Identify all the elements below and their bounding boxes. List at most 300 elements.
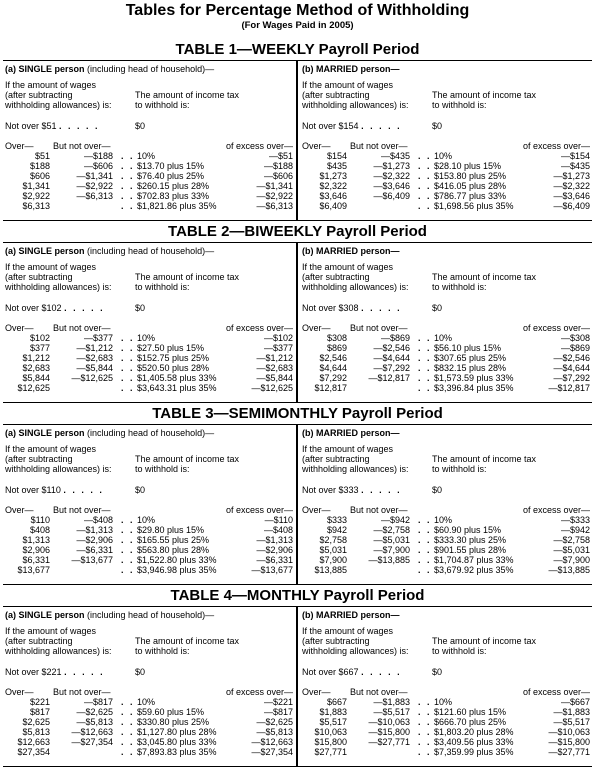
tax-cell: $333.30 plus 25%	[434, 535, 507, 545]
over-column-header: Over—	[5, 141, 34, 151]
tax-cell: $1,704.87 plus 33%	[434, 555, 514, 565]
over-cell: $1,273	[319, 171, 347, 181]
but-not-over-cell: —$2,683	[76, 353, 113, 363]
over-cell: $6,313	[22, 201, 50, 211]
not-over-label: Not over $110	[5, 485, 61, 495]
over-cell: $12,625	[17, 383, 50, 393]
but-not-over-cell: —$5,031	[373, 535, 410, 545]
table-row	[3, 333, 295, 343]
tax-cell: $666.70 plus 25%	[434, 717, 507, 727]
tax-header-line: to withhold is:	[432, 646, 487, 656]
not-over-row	[302, 121, 402, 131]
but-not-over-cell: —$3,646	[373, 181, 410, 191]
wages-header-line: (after subtracting	[302, 272, 370, 282]
leader-dots: . .	[121, 171, 135, 181]
pane-heading-bold: MARRIED person—	[316, 428, 400, 438]
leader-dots: . . . . .	[361, 303, 402, 313]
column-divider	[296, 61, 298, 220]
not-over-label: Not over $221	[5, 667, 62, 677]
wages-header-line: (after subtracting	[5, 636, 73, 646]
table-row	[300, 747, 592, 757]
tax-cell: $1,821.86 plus 35%	[137, 201, 217, 211]
but-not-over-cell: —$1,883	[373, 697, 410, 707]
over-cell: $5,031	[319, 545, 347, 555]
over-cell: $188	[29, 161, 50, 171]
table-title: TABLE 2—BIWEEKLY Payroll Period	[168, 223, 427, 240]
pane-letter: (b)	[302, 246, 316, 256]
pane-heading-rest: (including head of household)—	[84, 246, 215, 256]
but-not-over-cell: —$12,817	[368, 373, 410, 383]
table-row	[300, 555, 592, 565]
over-cell: $869	[326, 343, 347, 353]
over-cell: $15,800	[314, 737, 347, 747]
pane-heading	[5, 610, 214, 620]
not-over-label: Not over $102	[5, 303, 62, 313]
excess-over-cell: —$10,063	[548, 727, 590, 737]
leader-dots: . .	[418, 383, 432, 393]
pane-heading-rest: (including head of household)—	[84, 428, 215, 438]
wages-header-line: (after subtracting	[5, 454, 73, 464]
table-section	[0, 405, 595, 585]
but-not-over-cell: —$1,341	[76, 171, 113, 181]
over-cell: $606	[29, 171, 50, 181]
tax-header	[432, 272, 587, 292]
leader-dots: . .	[121, 747, 135, 757]
tax-cell: 10%	[434, 333, 453, 343]
table-row	[300, 727, 592, 737]
tax-cell: 10%	[434, 151, 453, 161]
pane-heading	[5, 428, 214, 438]
not-over-label: Not over $51	[5, 121, 57, 131]
not-over-value: $0	[135, 667, 146, 677]
over-cell: $102	[29, 333, 50, 343]
table-row	[3, 535, 295, 545]
pane-heading-bold: SINGLE person	[18, 610, 85, 620]
over-cell: $27,354	[17, 747, 50, 757]
wages-header-line: (after subtracting	[5, 272, 73, 282]
tax-cell: $3,679.92 plus 35%	[434, 565, 514, 575]
married-person-pane	[300, 425, 592, 584]
wages-header-line: withholding allowances) is:	[302, 646, 409, 656]
excess-over-cell: —$2,683	[256, 363, 293, 373]
over-cell: $435	[326, 161, 347, 171]
column-divider	[296, 607, 298, 766]
leader-dots: . .	[121, 181, 135, 191]
but-not-over-cell: —$377	[83, 333, 113, 343]
leader-dots: . .	[121, 555, 135, 565]
table-row	[3, 171, 295, 181]
tax-cell: $60.90 plus 15%	[434, 525, 502, 535]
tax-header-line: to withhold is:	[135, 282, 190, 292]
leader-dots: . .	[418, 535, 432, 545]
over-cell: $333	[326, 515, 347, 525]
table-row	[300, 333, 592, 343]
leader-dots: . .	[121, 191, 135, 201]
pane-heading-rest: (including head of household)—	[84, 64, 215, 74]
but-not-over-cell: —$7,292	[373, 363, 410, 373]
table-row	[3, 565, 295, 575]
over-cell: $12,663	[17, 737, 50, 747]
tax-cell: $29.80 plus 15%	[137, 525, 205, 535]
leader-dots: . .	[418, 555, 432, 565]
over-cell: $377	[29, 343, 50, 353]
married-person-pane	[300, 243, 592, 402]
wages-header-line: If the amount of wages	[302, 262, 394, 272]
but-not-over-cell: —$2,625	[76, 707, 113, 717]
tax-cell: $786.77 plus 33%	[434, 191, 507, 201]
tax-header-line: to withhold is:	[432, 100, 487, 110]
tax-cell: 10%	[137, 333, 156, 343]
pane-heading	[302, 428, 400, 438]
over-cell: $2,625	[22, 717, 50, 727]
excess-over-cell: —$606	[263, 171, 293, 181]
over-cell: $221	[29, 697, 50, 707]
leader-dots: . .	[121, 353, 135, 363]
pane-heading	[302, 610, 400, 620]
over-cell: $817	[29, 707, 50, 717]
but-not-over-cell: —$188	[83, 151, 113, 161]
wages-header-line: If the amount of wages	[302, 80, 394, 90]
pane-heading-rest: (including head of household)—	[84, 610, 215, 620]
not-over-label: Not over $154	[302, 121, 359, 131]
but-not-over-cell: —$7,900	[373, 545, 410, 555]
but-not-over-cell: —$869	[380, 333, 410, 343]
not-over-row	[302, 667, 402, 677]
table-row	[300, 565, 592, 575]
tax-header-line: to withhold is:	[135, 100, 190, 110]
pane-letter: (b)	[302, 428, 316, 438]
tax-header-line: The amount of income tax	[135, 90, 240, 100]
table-row	[3, 373, 295, 383]
over-cell: $1,313	[22, 535, 50, 545]
not-over-row	[5, 667, 105, 677]
table-row	[300, 737, 592, 747]
over-cell: $51	[34, 151, 50, 161]
leader-dots: . .	[121, 737, 135, 747]
leader-dots: . . . . .	[64, 303, 105, 313]
leader-dots: . .	[121, 363, 135, 373]
over-cell: $12,817	[314, 383, 347, 393]
tax-header	[135, 636, 290, 656]
table-row	[3, 353, 295, 363]
table-row	[300, 191, 592, 201]
excess-over-cell: —$1,883	[553, 707, 590, 717]
wages-header-line: (after subtracting	[302, 636, 370, 646]
but-not-over-cell: —$4,644	[373, 353, 410, 363]
tax-cell: $832.15 plus 28%	[434, 363, 507, 373]
excess-over-cell: —$221	[263, 697, 293, 707]
excess-over-cell: —$377	[263, 343, 293, 353]
leader-dots: . .	[418, 191, 432, 201]
leader-dots: . .	[418, 565, 432, 575]
excess-over-cell: —$4,644	[553, 363, 590, 373]
table-title: TABLE 4—MONTHLY Payroll Period	[170, 587, 425, 604]
over-column-header: Over—	[5, 505, 34, 515]
single-person-pane	[3, 61, 295, 220]
excess-over-cell: —$2,546	[553, 353, 590, 363]
excess-over-cell: —$308	[560, 333, 590, 343]
over-cell: $6,331	[22, 555, 50, 565]
pane-heading	[302, 246, 400, 256]
over-cell: $13,885	[314, 565, 347, 575]
wages-header-line: withholding allowances) is:	[302, 100, 409, 110]
excess-over-cell: —$3,646	[553, 191, 590, 201]
table-row	[300, 545, 592, 555]
leader-dots: . . . . .	[361, 485, 402, 495]
leader-dots: . .	[418, 707, 432, 717]
but-not-over-cell: —$15,800	[368, 727, 410, 737]
tax-header-line: The amount of income tax	[432, 454, 537, 464]
tax-cell: $1,127.80 plus 28%	[137, 727, 217, 737]
tax-cell: $3,643.31 plus 35%	[137, 383, 217, 393]
over-cell: $1,341	[22, 181, 50, 191]
but-not-over-cell: —$12,625	[71, 373, 113, 383]
pane-heading-bold: MARRIED person—	[316, 64, 400, 74]
leader-dots: . .	[418, 525, 432, 535]
excess-over-cell: —$154	[560, 151, 590, 161]
leader-dots: . .	[418, 161, 432, 171]
pane-heading-bold: SINGLE person	[18, 64, 85, 74]
excess-over-cell: —$188	[263, 161, 293, 171]
married-person-pane	[300, 61, 592, 220]
excess-over-cell: —$6,331	[256, 555, 293, 565]
leader-dots: . .	[121, 201, 135, 211]
table-row	[300, 717, 592, 727]
over-cell: $2,758	[319, 535, 347, 545]
wages-header-line: (after subtracting	[302, 454, 370, 464]
pane-heading-bold: MARRIED person—	[316, 610, 400, 620]
table-section	[0, 587, 595, 767]
excess-over-cell: —$1,273	[553, 171, 590, 181]
but-not-over-cell: —$6,313	[76, 191, 113, 201]
over-cell: $13,677	[17, 565, 50, 575]
wages-header-line: If the amount of wages	[5, 444, 97, 454]
tax-header-line: The amount of income tax	[135, 272, 240, 282]
excess-column-header: of excess over—	[225, 323, 293, 333]
wages-header	[5, 262, 135, 292]
tax-cell: $260.15 plus 28%	[137, 181, 210, 191]
pane-letter: (b)	[302, 64, 316, 74]
table-row	[3, 525, 295, 535]
table-panes	[3, 60, 592, 221]
table-row	[3, 181, 295, 191]
but-not-over-cell: —$5,517	[373, 707, 410, 717]
table-row	[3, 555, 295, 565]
leader-dots: . .	[418, 353, 432, 363]
wages-header	[5, 444, 135, 474]
but-not-over-cell: —$13,885	[368, 555, 410, 565]
tax-cell: $13.70 plus 15%	[137, 161, 205, 171]
leader-dots: . .	[121, 535, 135, 545]
tax-cell: 10%	[434, 515, 453, 525]
excess-over-cell: —$5,517	[553, 717, 590, 727]
excess-column-header: of excess over—	[225, 141, 293, 151]
leader-dots: . .	[121, 545, 135, 555]
tax-header	[432, 454, 587, 474]
wages-header-line: withholding allowances) is:	[5, 464, 112, 474]
leader-dots: . .	[418, 373, 432, 383]
tax-header-line: to withhold is:	[135, 464, 190, 474]
table-row	[3, 201, 295, 211]
table-row	[300, 343, 592, 353]
over-cell: $10,063	[314, 727, 347, 737]
excess-over-cell: —$1,341	[256, 181, 293, 191]
leader-dots: . .	[418, 747, 432, 757]
tax-header-line: to withhold is:	[432, 464, 487, 474]
leader-dots: . .	[418, 171, 432, 181]
table-row	[300, 353, 592, 363]
not-over-row	[5, 485, 104, 495]
leader-dots: . .	[121, 161, 135, 171]
leader-dots: . .	[418, 343, 432, 353]
tax-cell: $7,359.99 plus 35%	[434, 747, 514, 757]
but-not-over-cell: —$2,546	[373, 343, 410, 353]
leader-dots: . .	[121, 525, 135, 535]
over-cell: $4,644	[319, 363, 347, 373]
leader-dots: . .	[121, 333, 135, 343]
wages-header	[302, 444, 432, 474]
tax-header-line: The amount of income tax	[432, 636, 537, 646]
but-not-over-cell: —$408	[83, 515, 113, 525]
over-column-header: Over—	[302, 141, 331, 151]
pane-letter: (a)	[5, 610, 19, 620]
excess-column-header: of excess over—	[522, 687, 590, 697]
table-row	[300, 151, 592, 161]
pane-letter: (b)	[302, 610, 316, 620]
over-cell: $667	[326, 697, 347, 707]
tax-cell: $56.10 plus 15%	[434, 343, 502, 353]
table-row	[300, 535, 592, 545]
but-not-over-cell: —$13,677	[71, 555, 113, 565]
not-over-value: $0	[432, 303, 443, 313]
tax-cell: 10%	[434, 697, 453, 707]
but-not-over-column-header: But not over—	[53, 323, 111, 333]
tax-cell: $27.50 plus 15%	[137, 343, 205, 353]
but-not-over-column-header: But not over—	[350, 323, 408, 333]
table-row	[3, 363, 295, 373]
over-cell: $7,292	[319, 373, 347, 383]
table-row	[300, 363, 592, 373]
pane-heading-bold: SINGLE person	[18, 246, 85, 256]
excess-over-cell: —$5,844	[256, 373, 293, 383]
pane-letter: (a)	[5, 246, 19, 256]
tax-cell: $3,396.84 plus 35%	[434, 383, 514, 393]
over-cell: $2,322	[319, 181, 347, 191]
over-cell: $308	[326, 333, 347, 343]
not-over-row	[302, 303, 402, 313]
leader-dots: . . . . .	[59, 121, 100, 131]
tax-cell: $3,946.98 plus 35%	[137, 565, 217, 575]
tax-cell: $153.80 plus 25%	[434, 171, 507, 181]
over-cell: $2,683	[22, 363, 50, 373]
table-row	[300, 201, 592, 211]
excess-over-cell: —$869	[560, 343, 590, 353]
tax-cell: $307.65 plus 25%	[434, 353, 507, 363]
excess-over-cell: —$7,900	[553, 555, 590, 565]
excess-over-cell: —$27,354	[251, 747, 293, 757]
over-cell: $27,771	[314, 747, 347, 757]
tax-header-line: The amount of income tax	[432, 90, 537, 100]
tax-cell: $152.75 plus 25%	[137, 353, 210, 363]
excess-column-header: of excess over—	[522, 505, 590, 515]
table-section	[0, 223, 595, 403]
not-over-row	[5, 303, 105, 313]
but-not-over-cell: —$27,354	[71, 737, 113, 747]
over-column-header: Over—	[5, 323, 34, 333]
tax-cell: $59.60 plus 15%	[137, 707, 205, 717]
table-row	[3, 545, 295, 555]
over-cell: $2,922	[22, 191, 50, 201]
leader-dots: . .	[418, 363, 432, 373]
leader-dots: . .	[121, 697, 135, 707]
over-cell: $942	[326, 525, 347, 535]
excess-over-cell: —$1,313	[256, 535, 293, 545]
excess-over-cell: —$12,625	[251, 383, 293, 393]
wages-header-line: withholding allowances) is:	[302, 464, 409, 474]
not-over-label: Not over $667	[302, 667, 359, 677]
but-not-over-cell: —$5,813	[76, 717, 113, 727]
excess-column-header: of excess over—	[225, 687, 293, 697]
but-not-over-column-header: But not over—	[350, 141, 408, 151]
table-row	[3, 737, 295, 747]
excess-over-cell: —$6,409	[553, 201, 590, 211]
over-cell: $2,546	[319, 353, 347, 363]
leader-dots: . . . . .	[361, 667, 402, 677]
excess-column-header: of excess over—	[522, 141, 590, 151]
tax-header-line: The amount of income tax	[135, 636, 240, 646]
table-row	[3, 515, 295, 525]
table-title: TABLE 3—SEMIMONTHLY Payroll Period	[152, 405, 443, 422]
column-divider	[296, 425, 298, 584]
single-person-pane	[3, 607, 295, 766]
leader-dots: . .	[121, 717, 135, 727]
tax-cell: 10%	[137, 515, 156, 525]
excess-over-cell: —$12,817	[548, 383, 590, 393]
tax-header-line: The amount of income tax	[135, 454, 240, 464]
not-over-label: Not over $333	[302, 485, 359, 495]
over-cell: $7,900	[319, 555, 347, 565]
tax-cell: $1,573.59 plus 33%	[434, 373, 514, 383]
tax-cell: $3,409.56 plus 33%	[434, 737, 514, 747]
but-not-over-cell: —$27,771	[368, 737, 410, 747]
not-over-row	[302, 485, 402, 495]
wages-header-line: (after subtracting	[5, 90, 73, 100]
excess-over-cell: —$408	[263, 525, 293, 535]
but-not-over-cell: —$1,313	[76, 525, 113, 535]
but-not-over-cell: —$12,663	[71, 727, 113, 737]
but-not-over-cell: —$2,906	[76, 535, 113, 545]
not-over-value: $0	[432, 667, 443, 677]
wages-header-line: If the amount of wages	[302, 626, 394, 636]
wages-header-line: If the amount of wages	[5, 626, 97, 636]
single-person-pane	[3, 425, 295, 584]
leader-dots: . .	[418, 515, 432, 525]
tax-cell: $76.40 plus 25%	[137, 171, 205, 181]
over-column-header: Over—	[302, 505, 331, 515]
not-over-value: $0	[135, 303, 146, 313]
wages-header-line: withholding allowances) is:	[302, 282, 409, 292]
excess-over-cell: —$667	[560, 697, 590, 707]
tax-cell: $7,893.83 plus 35%	[137, 747, 217, 757]
over-cell: $110	[30, 515, 50, 525]
over-cell: $5,844	[22, 373, 50, 383]
not-over-value: $0	[432, 485, 443, 495]
tax-header	[135, 454, 290, 474]
tax-header-line: to withhold is:	[135, 646, 190, 656]
excess-column-header: of excess over—	[225, 505, 293, 515]
excess-over-cell: —$2,758	[553, 535, 590, 545]
excess-over-cell: —$51	[268, 151, 293, 161]
